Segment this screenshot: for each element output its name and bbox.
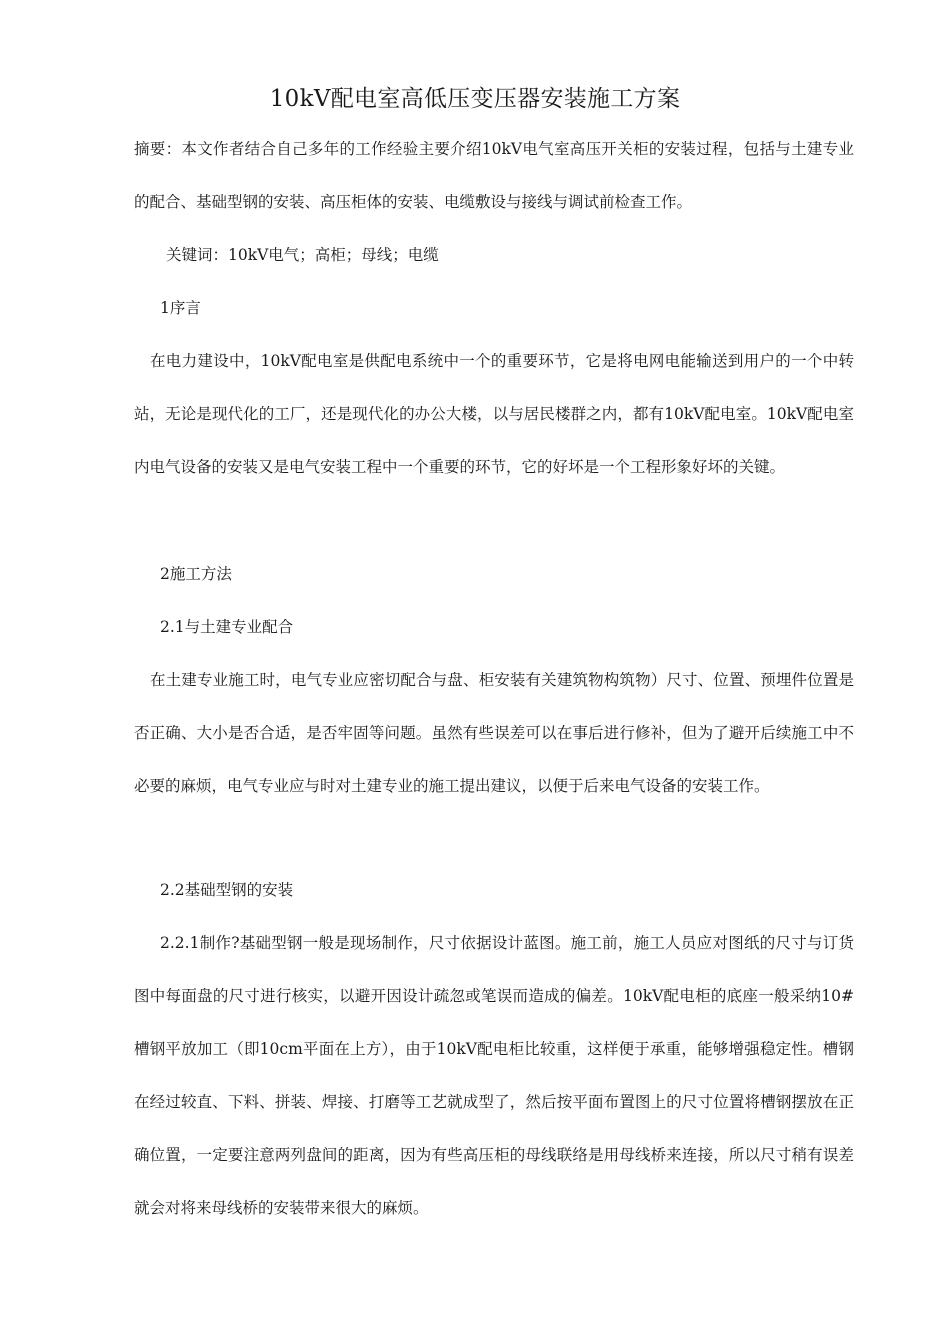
keywords-line: 关键词：10kV电气；高柜；母线；电缆: [166, 246, 439, 264]
subsection-heading-foundation-steel: 2.2基础型钢的安装: [160, 881, 294, 899]
abstract-paragraph: 摘要：本文作者结合自己多年的工作经验主要介绍10kV电气室高压开关柜的安装过程，包括与土建专业的配合、基础型钢的安装、高压柜体的安装、电缆敷设与接线与调试前检查工作。: [134, 140, 854, 211]
preface-paragraph: 在电力建设中，10kV配电室是供配电系统中一个的重要环节，它是将电网电能输送到用户的一个中转站，无论是现代化的工厂，还是现代化的办公大楼，以与居民楼群之内，都有10kV配电室。10kV配电室内电气设备的安装又是电气安装工程中一个重要的环节，它的好坏是一个工程形象好坏的关键。: [134, 352, 854, 476]
subsection-heading-civil-coordination: 2.1与土建专业配合: [160, 618, 294, 636]
foundation-steel-fabrication-paragraph: 2.2.1制作?基础型钢一般是现场制作，尺寸依据设计蓝图。施工前，施工人员应对图纸的尺寸与订货图中每面盘的尺寸进行核实，以避开因设计疏忽或笔误而造成的偏差。10kV配电柜的底座一般采纳10#槽钢平放加工（即10cm平面在上方），由于10kV配电柜比较重，这样便于承重，能够增强稳定性。槽钢在经过较直、下料、拼装、焊接、打磨等工艺就成型了，然后按平面布置图上的尺寸位置将槽钢摆放在正确位置，一定要注意两列盘间的距离，因为有些高压柜的母线联络是用母线桥来连接，所以尺寸稍有误差就会对将来母线桥的安装带来很大的麻烦。: [134, 934, 854, 1217]
section-heading-preface: 1序言: [160, 299, 201, 317]
document-title: 10kV配电室高低压变压器安装施工方案: [269, 86, 681, 112]
civil-coordination-paragraph: 在土建专业施工时，电气专业应密切配合与盘、柜安装有关建筑物构筑物）尺寸、位置、预埋件位置是否正确、大小是否合适，是否牢固等问题。虽然有些误差可以在事后进行修补，但为了避开后续施工中不必要的麻烦，电气专业应与时对土建专业的施工提出建议，以便于后来电气设备的安装工作。: [134, 671, 854, 795]
section-heading-construction-method: 2施工方法: [160, 565, 232, 583]
